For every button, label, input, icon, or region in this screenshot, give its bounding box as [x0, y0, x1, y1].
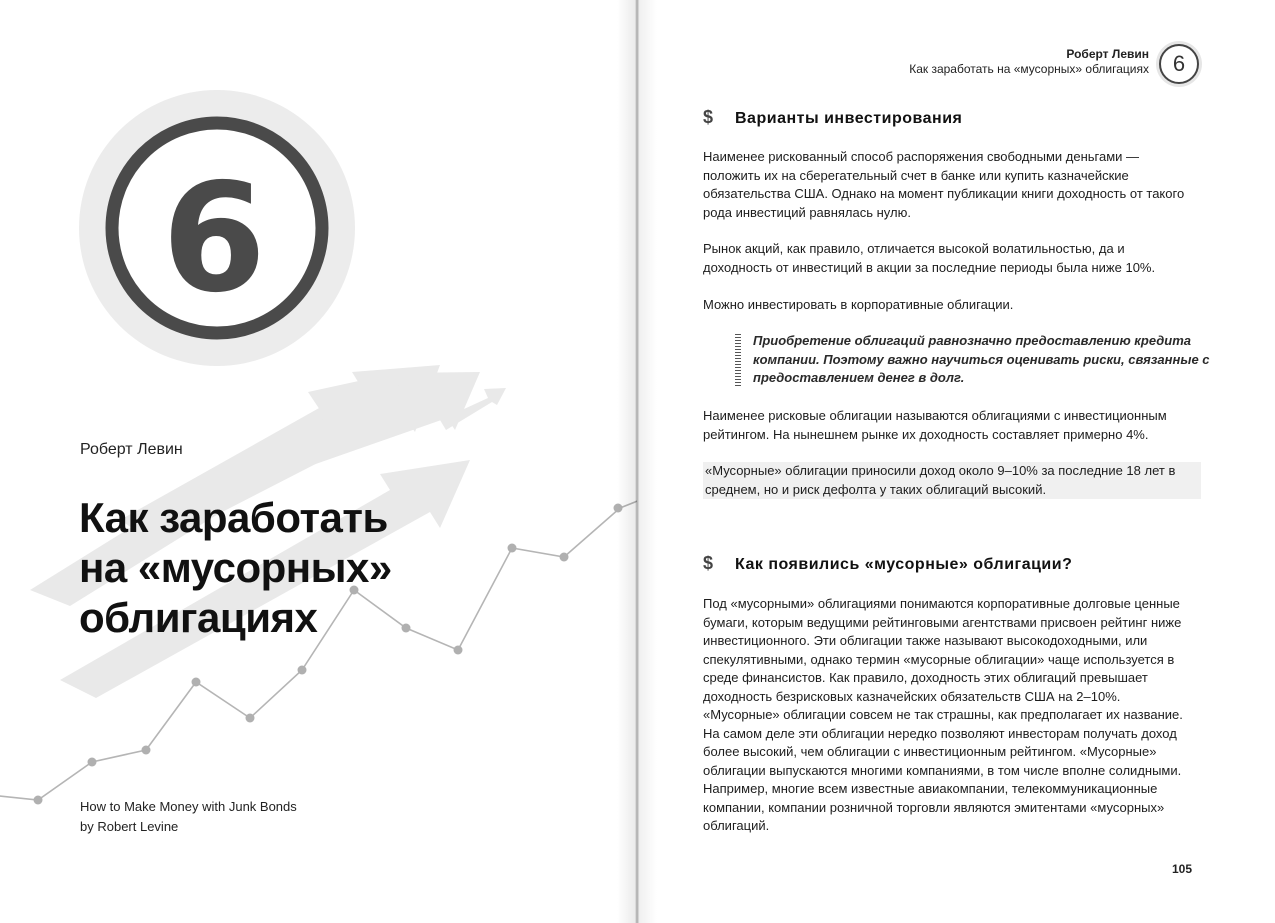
paragraph: Наименее рисковые облигации называются облигациями с инвестиционным рейтингом. На нынешнем рынке их доходность составляет примерно 4%. — [703, 408, 1167, 442]
section-heading — [703, 553, 1072, 574]
original-title-line: by Robert Levine — [80, 819, 179, 834]
highlighted-paragraph: «Мусорные» облигации приносили доход около 9–10% за последние 18 лет в среднем, но и риск дефолта у таких облигаций высокий. — [703, 462, 1201, 499]
trend-point — [34, 796, 43, 805]
section-heading — [703, 107, 962, 128]
book-title-line: на «мусорных» — [79, 544, 392, 591]
trend-point — [614, 504, 623, 513]
pull-quote — [735, 332, 1215, 388]
trend-point — [142, 746, 151, 755]
paragraph: Наименее рискованный способ распоряжения свободными деньгами — положить их на сберегательный счет в банке или купить казначейские обязательства США. Однако на момент публикации книги доходность от такого рода инвестиций равнялась нулю. — [703, 149, 1185, 220]
left-page — [0, 0, 637, 923]
trend-point — [192, 678, 201, 687]
dollar-icon: $ — [703, 107, 714, 127]
running-head — [909, 47, 1149, 77]
chapter-badge: 6 — [1159, 44, 1199, 84]
author-name: Роберт Левин — [80, 441, 183, 458]
quote-bar — [735, 334, 741, 386]
chapter-number: 6 — [161, 152, 267, 326]
dollar-icon: $ — [703, 553, 714, 573]
cover-illustration — [0, 0, 637, 923]
trend-point — [454, 646, 463, 655]
book-title-line: Как заработать — [79, 494, 388, 541]
running-head-title: Как заработать на «мусорных» облигациях — [909, 62, 1149, 76]
trend-point — [246, 714, 255, 723]
paragraph: Можно инвестировать в корпоративные облигации. — [703, 297, 1014, 312]
book-title — [79, 493, 599, 643]
page-number: 105 — [1172, 862, 1193, 876]
original-title — [80, 797, 297, 837]
book-title-line: облигациях — [79, 594, 318, 641]
trend-point — [88, 758, 97, 767]
paragraph: Под «мусорными» облигациями понимаются корпоративные долговые ценные бумаги, которым ведущими рейтинговыми агентствами присвоен рейтинг ниже инвестиционного. Эти облигации также называют высокодоходными, или спекулятивными, однако термин «мусорные облигации» чаще используется в среде финансистов. Как правило, доходность этих облигаций превышает доходность безрисковых казначейских обязательств США на 2–10%. «Мусорные» облигации совсем не так страшны, как предполагает их название. На самом деле эти облигации нередко позволяют инвесторам получать доход более высокий, чем облигации с инвестиционным рейтингом. «Мусорные» облигации выпускаются многими компаниями, в том числе вполне солидными. Например, многие всем известные авиакомпании, телекоммуникационные компании, компании розничной торговли являются эмитентами «мусорных» облигаций. — [703, 596, 1183, 833]
original-title-line: How to Make Money with Junk Bonds — [80, 799, 297, 814]
right-page — [637, 0, 1275, 923]
paragraph: Рынок акций, как правило, отличается высокой волатильностью, да и доходность от инвестиций в акции за последние периоды была ниже 10%. — [703, 241, 1156, 275]
pull-quote-text: Приобретение облигаций равнозначно предоставлению кредита компании. Поэтому важно научиться оценивать риски, связанные с предоставлением денег в долг. — [753, 333, 1210, 385]
section-heading-text: Как появились «мусорные» облигации? — [735, 556, 1073, 573]
section-heading-text: Варианты инвестирования — [735, 110, 963, 127]
trend-point — [298, 666, 307, 675]
running-head-author: Роберт Левин — [1066, 47, 1149, 61]
